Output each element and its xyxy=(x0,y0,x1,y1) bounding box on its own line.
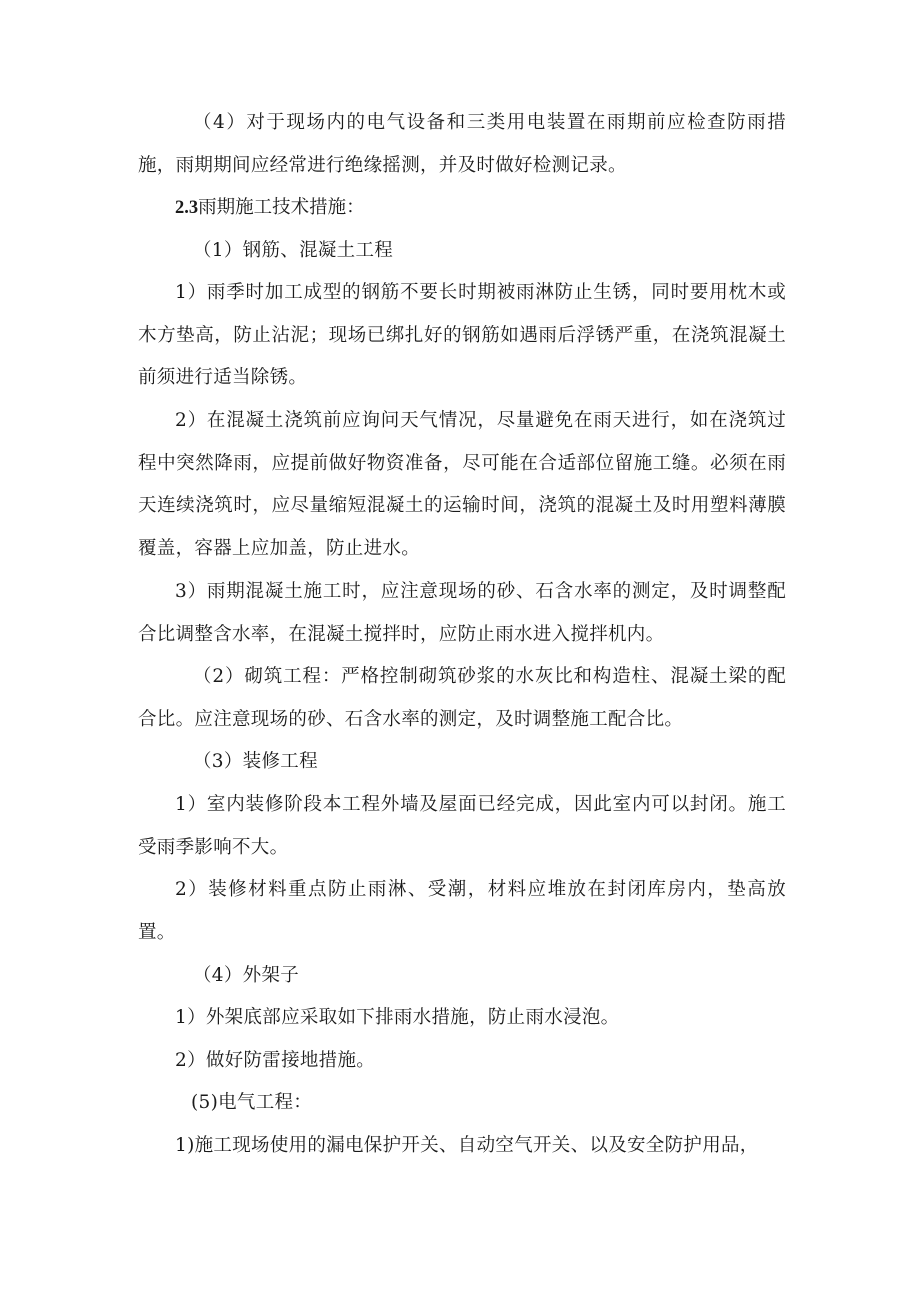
paragraph-electrical-devices: 1)施工现场使用的漏电保护开关、自动空气开关、以及安全防护用品， xyxy=(175,1135,759,1156)
paragraph-rebar-concrete-title: （1）钢筋、混凝土工程 xyxy=(193,240,394,261)
paragraph-decoration-materials: 2）装修材料重点防止雨淋、受潮，材料应堆放在封闭库房内，垫高放置。 xyxy=(138,879,786,943)
paragraph-scaffold-title: （4）外架子 xyxy=(193,965,300,986)
section-title: 雨期施工技术措施： xyxy=(198,197,365,218)
paragraph-concrete-pouring: 2）在混凝土浇筑前应询问天气情况，尽量避免在雨天进行，如在浇筑过程中突然降雨，应提前做好物资准备，尽可能在合适部位留施工缝。必须在雨天连续浇筑时，应尽量缩短混凝土的运输时间，浇筑的混凝土及时用塑料薄膜覆盖，容器上应加盖，防止进水。 xyxy=(138,410,786,560)
paragraph-concrete-moisture: 3）雨期混凝土施工时，应注意现场的砂、石含水率的测定，及时调整配合比调整含水率，在混凝土搅拌时，应防止雨水进入搅拌机内。 xyxy=(138,581,786,645)
paragraph-masonry: （2）砌筑工程：严格控制砌筑砂浆的水灰比和构造柱、混凝土梁的配合比。应注意现场的砂、石含水率的测定，及时调整施工配合比。 xyxy=(138,666,786,730)
paragraph-electrical-rain-check: （4）对于现场内的电气设备和三类用电装置在雨期前应检查防雨措施，雨期期间应经常进行绝缘摇测，并及时做好检测记录。 xyxy=(138,112,786,176)
paragraph-rebar-rust: 1）雨季时加工成型的钢筋不要长时期被雨淋防止生锈，同时要用枕木或木方垫高，防止沾泥；现场已绑扎好的钢筋如遇雨后浮锈严重，在浇筑混凝土前须进行适当除锈。 xyxy=(138,282,786,389)
section-number: 2.3 xyxy=(175,198,199,218)
section-heading-2-3 xyxy=(138,187,786,230)
paragraph-electrical-title: (5)电气工程： xyxy=(191,1092,313,1113)
paragraph-lightning-protection: 2）做好防雷接地措施。 xyxy=(175,1050,376,1071)
paragraph-scaffold-drainage: 1）外架底部应采取如下排雨水措施，防止雨水浸泡。 xyxy=(175,1007,620,1028)
paragraph-indoor-decoration: 1）室内装修阶段本工程外墙及屋面已经完成，因此室内可以封闭。施工受雨季影响不大。 xyxy=(138,794,786,858)
paragraph-decoration-title: （3）装修工程 xyxy=(193,751,318,772)
